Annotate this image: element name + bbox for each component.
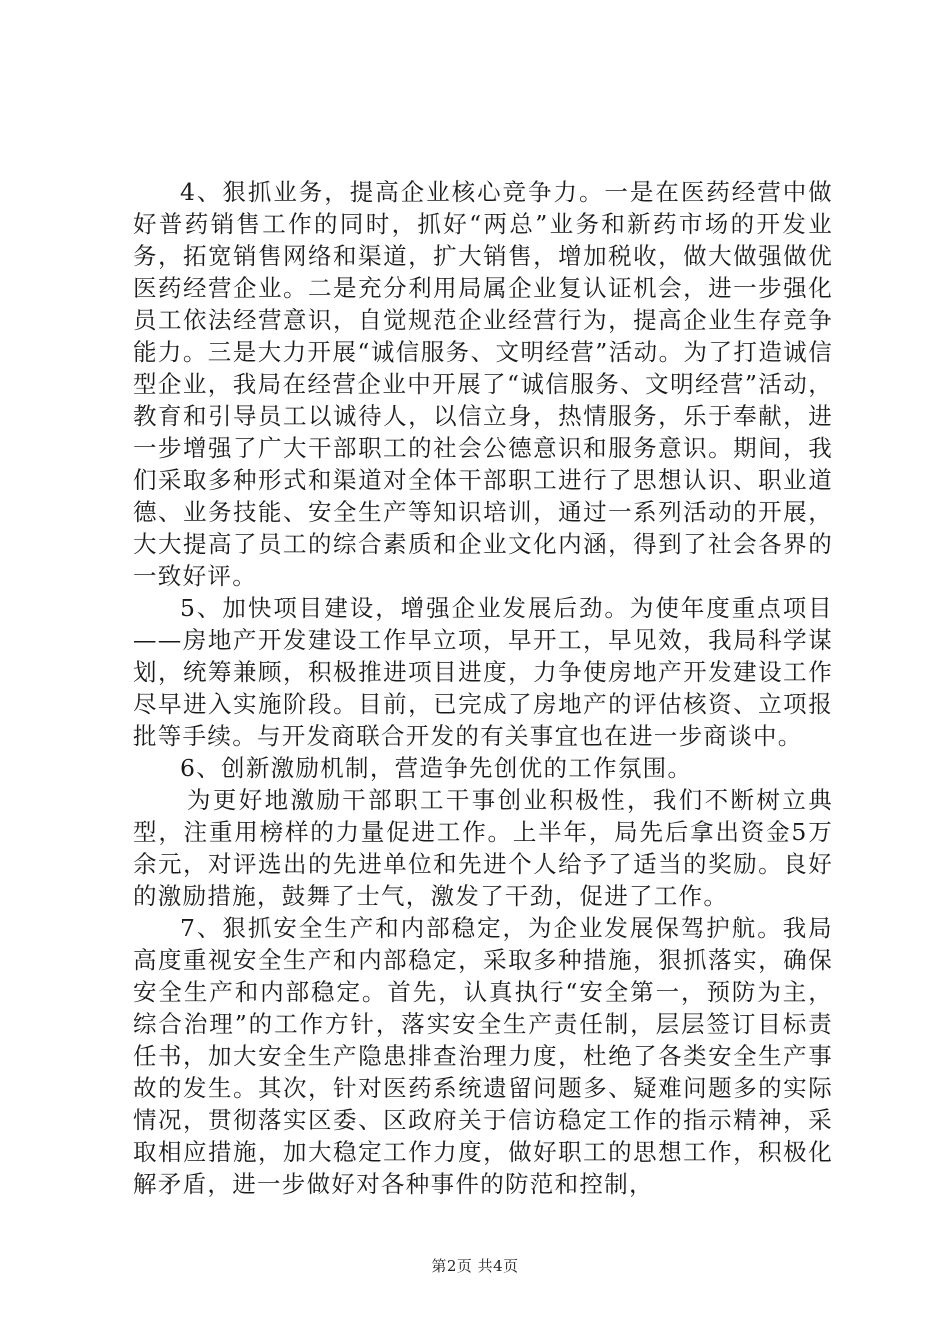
paragraph-incentive-heading: 6、创新激励机制，营造争先创优的工作氛围。 xyxy=(180,754,693,782)
paragraph-safety: 7、狠抓安全生产和内部稳定，为企业发展保驾护航。我局高度重视安全生产和内部稳定，采取多种措施，狠抓落实，确保安全生产和内部稳定。首先，认真执行“安全第一，预防为主，综合治理”的工作方针，落实安全生产责任制，层层签订目标责任书，加大安全生产隐患排查治理力度，杜绝了各类安全生产事故的发生。其次，针对医药系统遗留问题多、疑难问题多的实际情况，贯彻落实区委、区政府关于信访稳定工作的指示精神，采取相应措施，加大稳定工作力度，做好职工的思想工作，积极化解矛盾，进一步做好对各种事件的防范和控制， xyxy=(133,914,833,1198)
paragraph-incentive: 为更好地激励干部职工干事创业积极性，我们不断树立典型，注重用榜样的力量促进工作。上半年，局先后拿出资金5万余元，对评选出的先进单位和先进个人给予了适当的奖励。良好的激励措施，鼓舞了士气，激发了干劲，促进了工作。 xyxy=(133,786,833,910)
paragraph-project: 5、加快项目建设，增强企业发展后劲。为使年度重点项目——房地产开发建设工作早立项，早开工，早见效，我局科学谋划，统筹兼顾，积极推进项目进度，力争使房地产开发建设工作尽早进入实施阶段。目前，已完成了房地产的评估核资、立项报批等手续。与开发商联合开发的有关事宜也在进一步商谈中。 xyxy=(133,594,833,750)
document-body xyxy=(133,176,833,1200)
page-number-footer: 第2页 共4页 xyxy=(431,1257,519,1275)
paragraph-business: 4、狠抓业务，提高企业核心竞争力。一是在医药经营中做好普药销售工作的同时，抓好“两总”业务和新药市场的开发业务，拓宽销售网络和渠道，扩大销售，增加税收，做大做强做优医药经营企业。二是充分利用局属企业复认证机会，进一步强化员工依法经营意识，自觉规范企业经营行为，提高企业生存竞争能力。三是大力开展“诚信服务、文明经营”活动。为了打造诚信型企业，我局在经营企业中开展了“诚信服务、文明经营”活动，教育和引导员工以诚待人，以信立身，热情服务，乐于奉献，进一步增强了广大干部职工的社会公德意识和服务意识。期间，我们采取多种形式和渠道对全体干部职工进行了思想认识、职业道德、业务技能、安全生产等知识培训，通过一系列活动的开展，大大提高了员工的综合素质和企业文化内涵，得到了社会各界的一致好评。 xyxy=(133,178,833,590)
